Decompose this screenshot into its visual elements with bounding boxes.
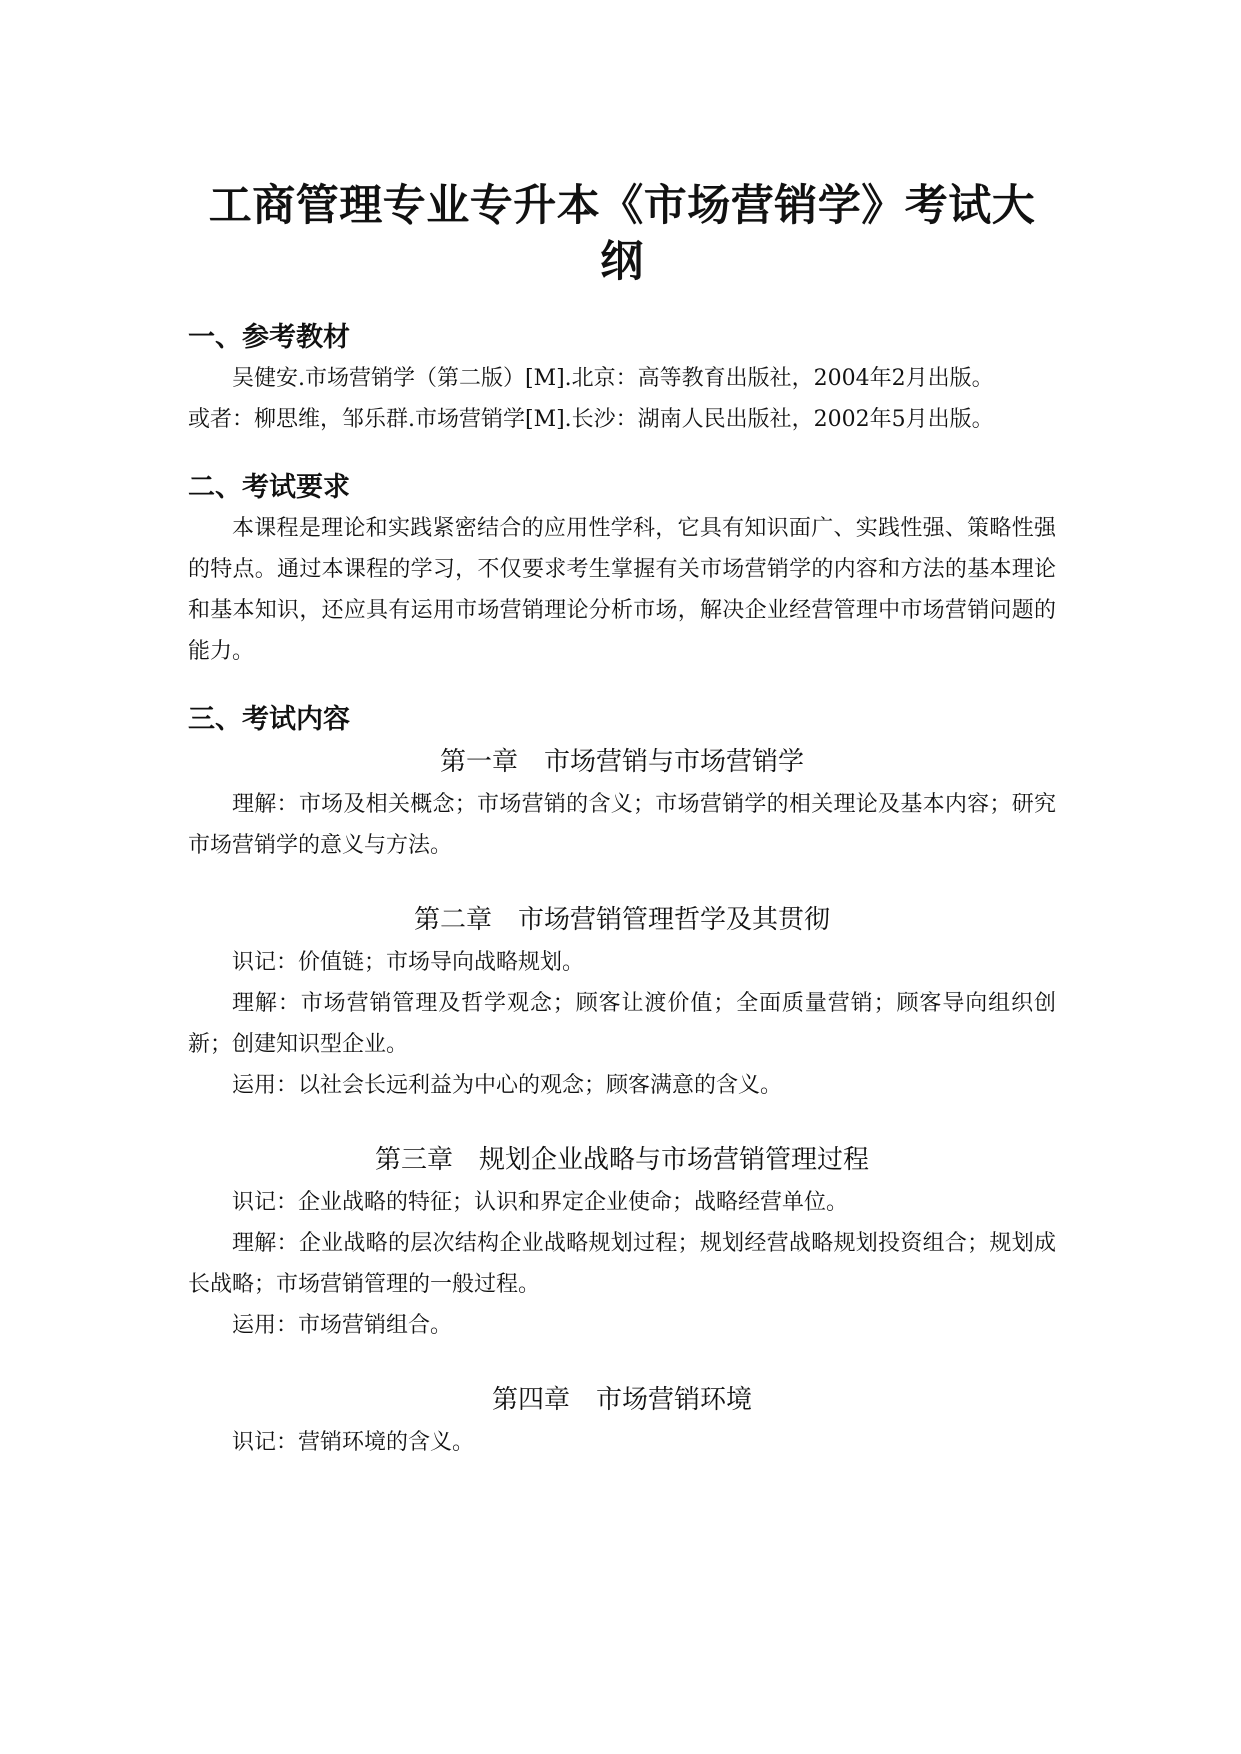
requirement-item	[188, 983, 1056, 1065]
requirement-text: 企业战略的特征；认识和界定企业使命；战略经营单位。	[298, 1190, 849, 1215]
section-exam-requirements	[188, 468, 1056, 672]
requirement-label: 识记：	[232, 950, 299, 975]
section-exam-content	[188, 700, 1056, 1463]
requirement-text: 价值链；市场导向战略规划。	[298, 950, 585, 975]
reference-item: 吴健安.市场营销学（第二版）[M].北京：高等教育出版社，2004年2月出版。	[232, 366, 994, 391]
section-heading: 二、考试要求	[188, 472, 350, 503]
requirement-item	[188, 1182, 1056, 1223]
chapter-1	[188, 740, 1056, 866]
requirement-item	[188, 1065, 1056, 1106]
section-reference-textbooks	[188, 318, 1056, 440]
requirement-item	[188, 1305, 1056, 1346]
requirement-label: 识记：	[232, 1430, 299, 1455]
requirement-item	[188, 942, 1056, 983]
requirement-item	[188, 1223, 1056, 1305]
requirement-text: 市场及相关概念；市场营销的含义；市场营销学的相关理论及基本内容；研究市场营销学的意义与方法。	[188, 792, 1056, 858]
requirement-text: 市场营销组合。	[298, 1313, 453, 1338]
chapter-title: 第四章 市场营销环境	[491, 1385, 752, 1415]
chapter-title: 第一章 市场营销与市场营销学	[439, 747, 804, 777]
requirement-text: 以社会长远利益为中心的观念；顾客满意的含义。	[298, 1073, 783, 1098]
requirement-label: 理解：	[232, 991, 301, 1016]
section-heading: 一、参考教材	[188, 322, 350, 353]
requirement-text: 企业战略的层次结构企业战略规划过程；规划经营战略规划投资组合；规划成长战略；市场营销管理的一般过程。	[188, 1231, 1056, 1297]
requirement-item	[188, 784, 1056, 866]
requirement-label: 识记：	[232, 1190, 299, 1215]
chapter-4	[188, 1378, 1056, 1463]
section-heading: 三、考试内容	[188, 704, 350, 735]
reference-item: 或者：柳思维，邹乐群.市场营销学[M].长沙：湖南人民出版社，2002年5月出版。	[188, 407, 994, 432]
document-body	[188, 178, 1056, 1463]
chapter-title: 第三章 规划企业战略与市场营销管理过程	[374, 1145, 869, 1175]
chapter-2	[188, 898, 1056, 1106]
requirement-label: 运用：	[232, 1073, 299, 1098]
document-title: 工商管理专业专升本《市场营销学》考试大纲	[208, 181, 1036, 287]
requirements-paragraph: 本课程是理论和实践紧密结合的应用性学科，它具有知识面广、实践性强、策略性强的特点。通过本课程的学习，不仅要求考生掌握有关市场营销学的内容和方法的基本理论和基本知识，还应具有运用市场营销理论分析市场，解决企业经营管理中市场营销问题的能力。	[188, 516, 1056, 664]
chapter-title: 第二章 市场营销管理哲学及其贯彻	[413, 905, 830, 935]
requirement-label: 运用：	[232, 1313, 299, 1338]
requirement-text: 营销环境的含义。	[298, 1430, 475, 1455]
requirement-label: 理解：	[232, 792, 299, 817]
chapter-3	[188, 1138, 1056, 1346]
requirement-item	[188, 1422, 1056, 1463]
requirement-label: 理解：	[232, 1231, 299, 1256]
requirement-text: 市场营销管理及哲学观念；顾客让渡价值；全面质量营销；顾客导向组织创新；创建知识型企业。	[188, 991, 1056, 1057]
